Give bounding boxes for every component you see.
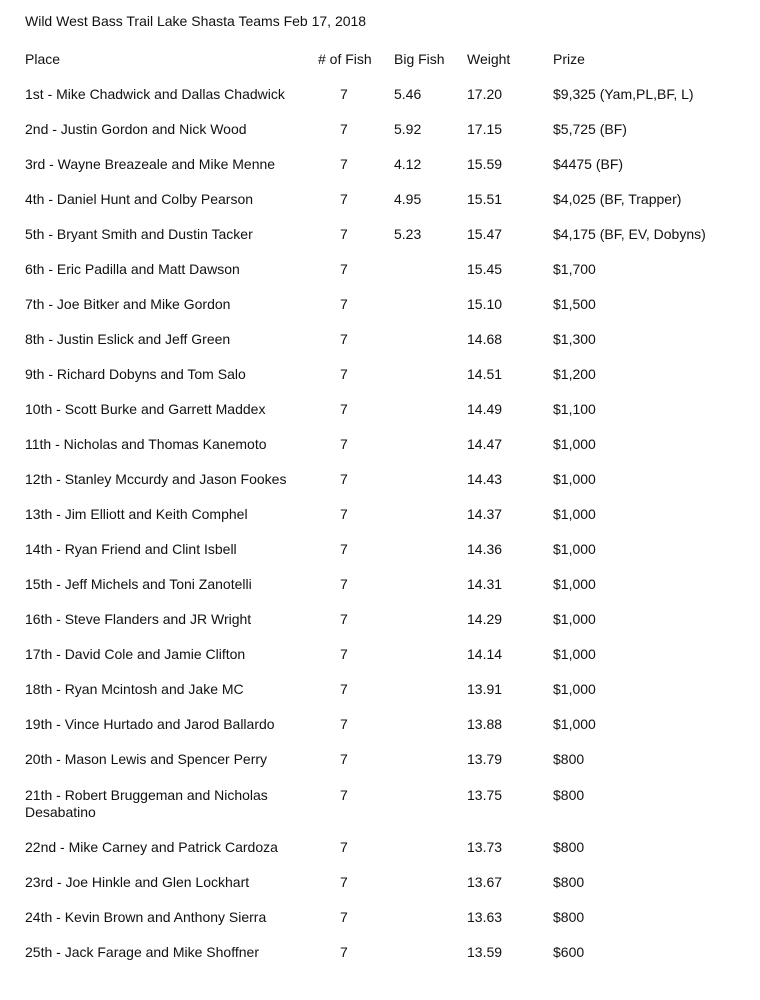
cell-prize: $1,000 — [553, 471, 596, 487]
table-row — [0, 908, 760, 928]
table-row — [0, 260, 760, 280]
table-row — [0, 435, 760, 455]
table-row — [0, 750, 760, 770]
cell-fish-count: 7 — [340, 874, 348, 890]
cell-fish-count: 7 — [340, 226, 348, 242]
cell-prize: $1,000 — [553, 541, 596, 557]
table-header — [0, 50, 760, 70]
cell-fish-count: 7 — [340, 751, 348, 767]
cell-prize: $1,000 — [553, 576, 596, 592]
cell-place: 1st - Mike Chadwick and Dallas Chadwick — [25, 86, 285, 102]
cell-prize: $1,300 — [553, 331, 596, 347]
header-place: Place — [25, 51, 61, 67]
cell-place: 11th - Nicholas and Thomas Kanemoto — [25, 436, 267, 452]
cell-weight: 15.47 — [467, 226, 503, 242]
cell-weight: 14.51 — [467, 366, 503, 382]
cell-big-fish: 5.46 — [394, 86, 422, 102]
cell-place-continued: Desabatino — [25, 804, 96, 820]
cell-prize: $800 — [553, 751, 585, 767]
table-row — [0, 873, 760, 893]
cell-fish-count: 7 — [340, 296, 348, 312]
cell-place: 18th - Ryan Mcintosh and Jake MC — [25, 681, 244, 697]
cell-prize: $1,000 — [553, 716, 596, 732]
cell-place: 10th - Scott Burke and Garrett Maddex — [25, 401, 266, 417]
cell-fish-count: 7 — [340, 471, 348, 487]
cell-weight: 13.88 — [467, 716, 503, 732]
cell-place: 3rd - Wayne Breazeale and Mike Menne — [25, 156, 276, 172]
cell-fish-count: 7 — [340, 576, 348, 592]
cell-prize: $4475 (BF) — [553, 156, 624, 172]
cell-weight: 15.59 — [467, 156, 503, 172]
table-row — [0, 838, 760, 858]
cell-weight: 13.75 — [467, 787, 503, 803]
cell-prize: $1,000 — [553, 611, 596, 627]
cell-fish-count: 7 — [340, 944, 348, 960]
cell-weight: 17.15 — [467, 121, 503, 137]
cell-weight: 14.14 — [467, 646, 503, 662]
cell-big-fish: 4.12 — [394, 156, 422, 172]
table-row — [0, 786, 760, 820]
cell-prize: $800 — [553, 874, 585, 890]
header-big-fish: Big Fish — [394, 51, 445, 67]
cell-fish-count: 7 — [340, 787, 348, 803]
table-row — [0, 365, 760, 385]
header-weight: Weight — [467, 51, 511, 67]
cell-fish-count: 7 — [340, 156, 348, 172]
header-prize: Prize — [553, 51, 585, 67]
cell-prize: $1,500 — [553, 296, 596, 312]
table-row — [0, 190, 760, 210]
cell-weight: 14.36 — [467, 541, 503, 557]
cell-place: 8th - Justin Eslick and Jeff Green — [25, 331, 231, 347]
cell-prize: $800 — [553, 839, 585, 855]
cell-weight: 14.29 — [467, 611, 503, 627]
table-row — [0, 225, 760, 245]
cell-fish-count: 7 — [340, 366, 348, 382]
cell-place: 21th - Robert Bruggeman and Nicholas — [25, 787, 268, 803]
cell-weight: 15.51 — [467, 191, 503, 207]
table-row — [0, 575, 760, 595]
cell-fish-count: 7 — [340, 839, 348, 855]
cell-fish-count: 7 — [340, 331, 348, 347]
cell-big-fish: 5.92 — [394, 121, 422, 137]
cell-place: 16th - Steve Flanders and JR Wright — [25, 611, 252, 627]
table-row — [0, 540, 760, 560]
cell-weight: 13.73 — [467, 839, 503, 855]
cell-weight: 13.91 — [467, 681, 503, 697]
table-row — [0, 610, 760, 630]
cell-fish-count: 7 — [340, 541, 348, 557]
table-row — [0, 470, 760, 490]
cell-prize: $9,325 (Yam,PL,BF, L) — [553, 86, 694, 102]
cell-weight: 14.68 — [467, 331, 503, 347]
cell-fish-count: 7 — [340, 716, 348, 732]
cell-fish-count: 7 — [340, 436, 348, 452]
cell-prize: $1,000 — [553, 646, 596, 662]
cell-prize: $4,175 (BF, EV, Dobyns) — [553, 226, 706, 242]
cell-weight: 14.37 — [467, 506, 503, 522]
cell-prize: $4,025 (BF, Trapper) — [553, 191, 682, 207]
cell-fish-count: 7 — [340, 506, 348, 522]
table-row — [0, 505, 760, 525]
table-row — [0, 330, 760, 350]
cell-weight: 14.43 — [467, 471, 503, 487]
table-row — [0, 155, 760, 175]
cell-weight: 15.45 — [467, 261, 503, 277]
cell-fish-count: 7 — [340, 261, 348, 277]
cell-weight: 14.47 — [467, 436, 503, 452]
cell-place: 17th - David Cole and Jamie Clifton — [25, 646, 246, 662]
cell-weight: 13.79 — [467, 751, 503, 767]
cell-fish-count: 7 — [340, 646, 348, 662]
table-row — [0, 645, 760, 665]
header-fish-count: # of Fish — [318, 51, 372, 67]
cell-place: 4th - Daniel Hunt and Colby Pearson — [25, 191, 254, 207]
cell-prize: $1,200 — [553, 366, 596, 382]
cell-weight: 15.10 — [467, 296, 503, 312]
cell-big-fish: 5.23 — [394, 226, 422, 242]
cell-prize: $1,000 — [553, 436, 596, 452]
table-row — [0, 85, 760, 105]
cell-prize: $1,000 — [553, 506, 596, 522]
cell-prize: $800 — [553, 787, 585, 803]
cell-fish-count: 7 — [340, 401, 348, 417]
cell-prize: $1,700 — [553, 261, 596, 277]
table-row — [0, 120, 760, 140]
cell-place: 20th - Mason Lewis and Spencer Perry — [25, 751, 268, 767]
cell-fish-count: 7 — [340, 121, 348, 137]
cell-prize: $5,725 (BF) — [553, 121, 627, 137]
table-row — [0, 943, 760, 963]
table-row — [0, 680, 760, 700]
cell-place: 19th - Vince Hurtado and Jarod Ballardo — [25, 716, 275, 732]
cell-big-fish: 4.95 — [394, 191, 422, 207]
cell-fish-count: 7 — [340, 909, 348, 925]
cell-place: 23rd - Joe Hinkle and Glen Lockhart — [25, 874, 250, 890]
cell-weight: 13.59 — [467, 944, 503, 960]
cell-place: 6th - Eric Padilla and Matt Dawson — [25, 261, 240, 277]
cell-place: 5th - Bryant Smith and Dustin Tacker — [25, 226, 253, 242]
cell-place: 15th - Jeff Michels and Toni Zanotelli — [25, 576, 252, 592]
cell-place: 2nd - Justin Gordon and Nick Wood — [25, 121, 247, 137]
cell-fish-count: 7 — [340, 681, 348, 697]
document-title: Wild West Bass Trail Lake Shasta Teams Feb 17, 2018 — [25, 13, 367, 29]
cell-place: 22nd - Mike Carney and Patrick Cardoza — [25, 839, 278, 855]
cell-place: 12th - Stanley Mccurdy and Jason Fookes — [25, 471, 287, 487]
cell-weight: 13.63 — [467, 909, 503, 925]
cell-weight: 17.20 — [467, 86, 503, 102]
cell-fish-count: 7 — [340, 191, 348, 207]
cell-place: 7th - Joe Bitker and Mike Gordon — [25, 296, 231, 312]
cell-prize: $1,100 — [553, 401, 596, 417]
table-row — [0, 400, 760, 420]
table-row — [0, 715, 760, 735]
cell-place: 25th - Jack Farage and Mike Shoffner — [25, 944, 259, 960]
cell-prize: $600 — [553, 944, 585, 960]
cell-fish-count: 7 — [340, 86, 348, 102]
cell-weight: 14.31 — [467, 576, 503, 592]
table-row — [0, 295, 760, 315]
cell-weight: 13.67 — [467, 874, 503, 890]
cell-place: 14th - Ryan Friend and Clint Isbell — [25, 541, 237, 557]
cell-place: 24th - Kevin Brown and Anthony Sierra — [25, 909, 267, 925]
cell-fish-count: 7 — [340, 611, 348, 627]
cell-place: 9th - Richard Dobyns and Tom Salo — [25, 366, 246, 382]
cell-weight: 14.49 — [467, 401, 503, 417]
cell-place: 13th - Jim Elliott and Keith Comphel — [25, 506, 248, 522]
cell-prize: $800 — [553, 909, 585, 925]
cell-prize: $1,000 — [553, 681, 596, 697]
